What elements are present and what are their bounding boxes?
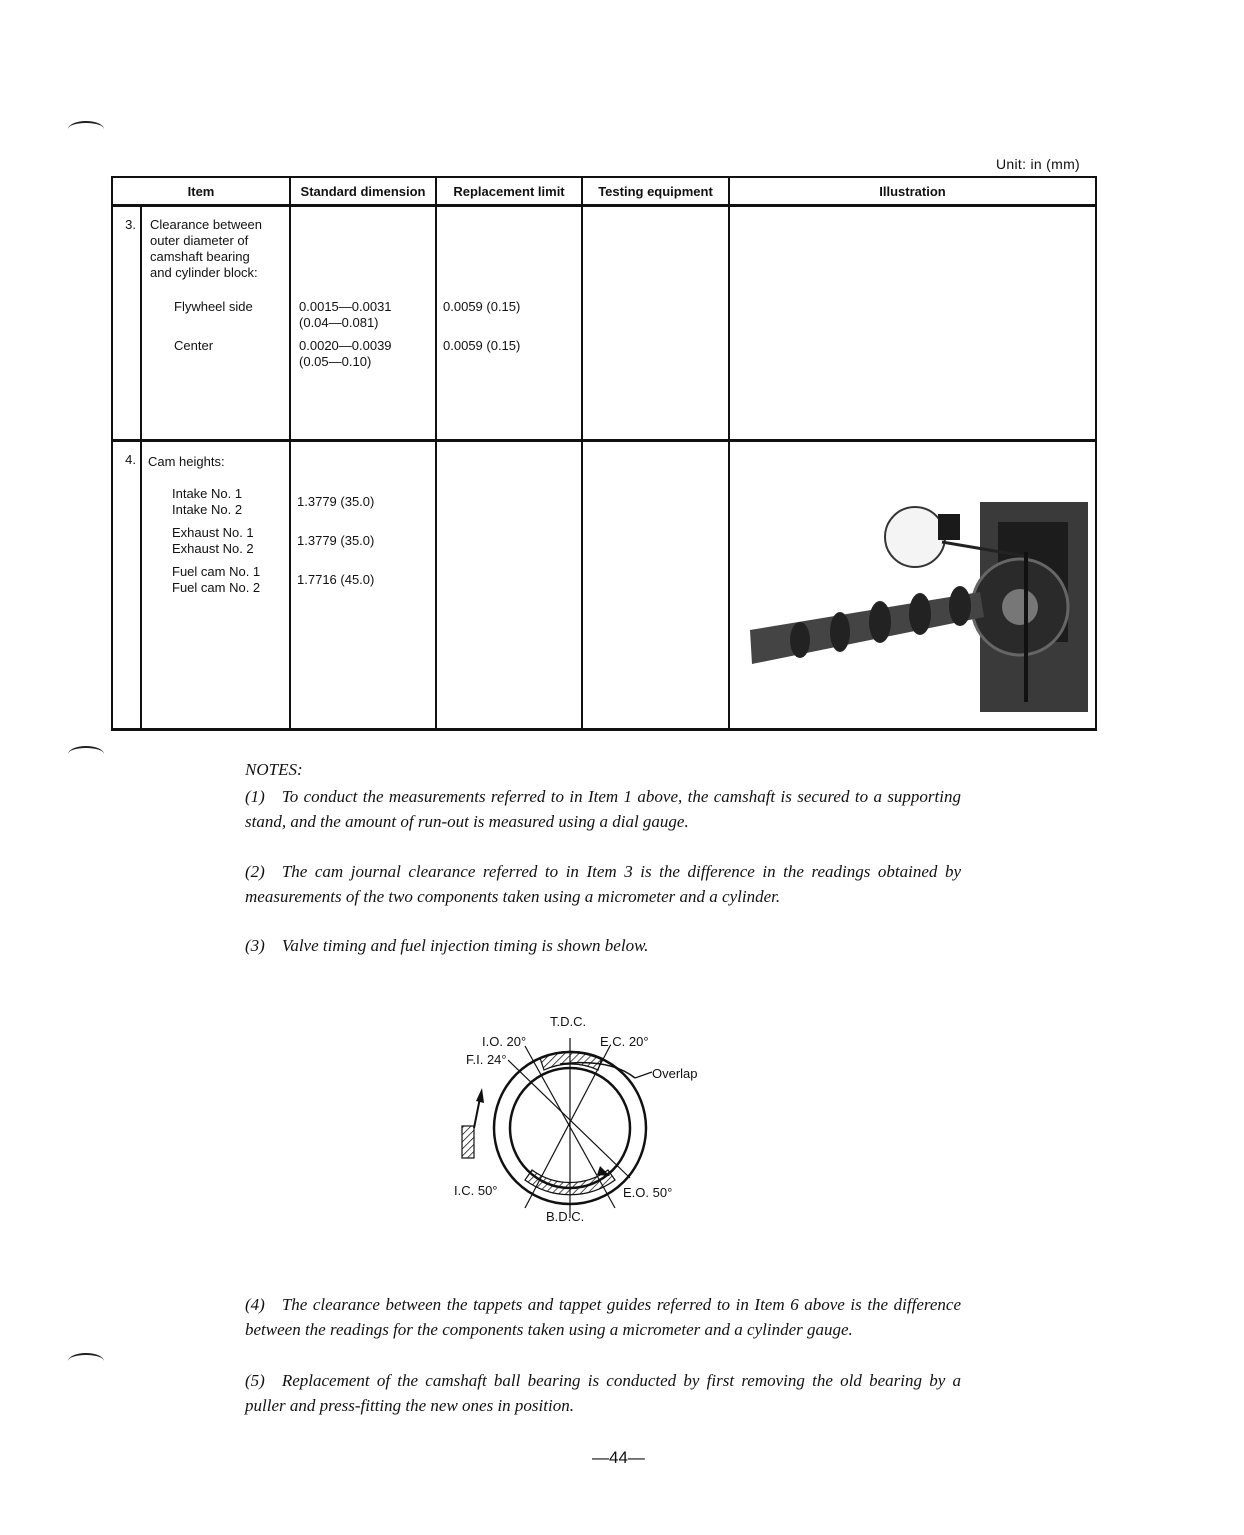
note-2: (2) The cam journal clearance referred to in Item 3 is the difference in the readings obtained by measurements of the two components taken using a micrometer and a cylinder. (245, 862, 961, 906)
standard-value: 0.0015—0.0031 (299, 299, 392, 314)
table-row (112, 441, 1096, 730)
notes-section-continued (245, 1292, 961, 1418)
tdc-label: T.D.C. (550, 1014, 587, 1029)
cam-label: Intake No. 1 (172, 486, 243, 501)
header-replacement: Replacement limit (436, 177, 582, 206)
illustration-cell (729, 441, 1096, 730)
note-1: (1) To conduct the measurements referred to in Item 1 above, the camshaft is secured to a supporting stand, and the amount of run-out is measured using a dial gauge. (245, 787, 961, 831)
item-title-line: camshaft bearing (150, 249, 250, 264)
limit-cell (436, 206, 582, 441)
cam-label: Exhaust No. 2 (172, 541, 254, 556)
illustration-cell (729, 206, 1096, 441)
fi-label: F.I. 24° (466, 1052, 507, 1067)
margin-mark (68, 121, 104, 137)
standard-value: (0.05—0.10) (299, 354, 372, 369)
valve-timing-diagram (440, 1008, 740, 1233)
header-standard: Standard dimension (290, 177, 436, 206)
cam-label: Fuel cam No. 1 (172, 564, 261, 579)
eo-label: E.O. 50° (623, 1185, 673, 1200)
header-illustration: Illustration (729, 177, 1096, 206)
margin-mark (68, 1353, 104, 1369)
cam-height-value: 1.3779 (35.0) (297, 533, 375, 548)
notes-heading: NOTES: (245, 760, 303, 779)
table-header-row (112, 177, 1096, 206)
rotation-arrow-icon (476, 1088, 484, 1103)
item-title-line: outer diameter of (150, 233, 249, 248)
ec-label: E.C. 20° (600, 1034, 649, 1049)
note-3: (3) Valve timing and fuel injection timing is shown below. (245, 936, 649, 955)
header-item: Item (112, 177, 290, 206)
overlap-label: Overlap (652, 1066, 698, 1081)
item-title-line: Clearance between (150, 217, 263, 232)
bdc-label: B.D.C. (546, 1209, 585, 1224)
limit-cell (436, 441, 582, 730)
page-number: —44— (592, 1448, 645, 1467)
sub-item-label: Flywheel side (174, 299, 253, 314)
cam-label: Intake No. 2 (172, 502, 243, 517)
limit-value: 0.0059 (0.15) (443, 299, 521, 314)
notes-section (245, 757, 961, 958)
testing-cell (582, 441, 729, 730)
item-title: Cam heights: (148, 454, 225, 469)
row-number: 4. (112, 441, 141, 730)
cam-label: Fuel cam No. 2 (172, 580, 261, 595)
unit-label: Unit: in (mm) (996, 156, 1081, 172)
header-testing: Testing equipment (582, 177, 729, 206)
cam-height-value: 1.7716 (45.0) (297, 572, 375, 587)
cam-height-value: 1.3779 (35.0) (297, 494, 375, 509)
margin-mark (68, 746, 104, 762)
spec-table (111, 176, 1097, 731)
note-5: (5) Replacement of the camshaft ball bearing is conducted by first removing the old bearing by a puller and press-fitting the new ones in position. (245, 1371, 961, 1415)
standard-cell (290, 441, 436, 730)
standard-cell (290, 206, 436, 441)
camshaft-photo (730, 442, 1093, 718)
table-row (112, 206, 1096, 441)
testing-cell (582, 206, 729, 441)
standard-value: (0.04—0.081) (299, 315, 379, 330)
item-cell (141, 441, 290, 730)
limit-value: 0.0059 (0.15) (443, 338, 521, 353)
cam-label: Exhaust No. 1 (172, 525, 254, 540)
note-4: (4) The clearance between the tappets and tappet guides referred to in Item 6 above is the difference between the readings for the components taken using a micrometer and a cylinder gauge. (245, 1295, 961, 1339)
ic-label: I.C. 50° (454, 1183, 498, 1198)
sub-item-label: Center (174, 338, 214, 353)
item-cell (141, 206, 290, 441)
io-label: I.O. 20° (482, 1034, 527, 1049)
standard-value: 0.0020—0.0039 (299, 338, 392, 353)
row-number: 3. (112, 206, 141, 441)
item-title-line: and cylinder block: (150, 265, 258, 280)
